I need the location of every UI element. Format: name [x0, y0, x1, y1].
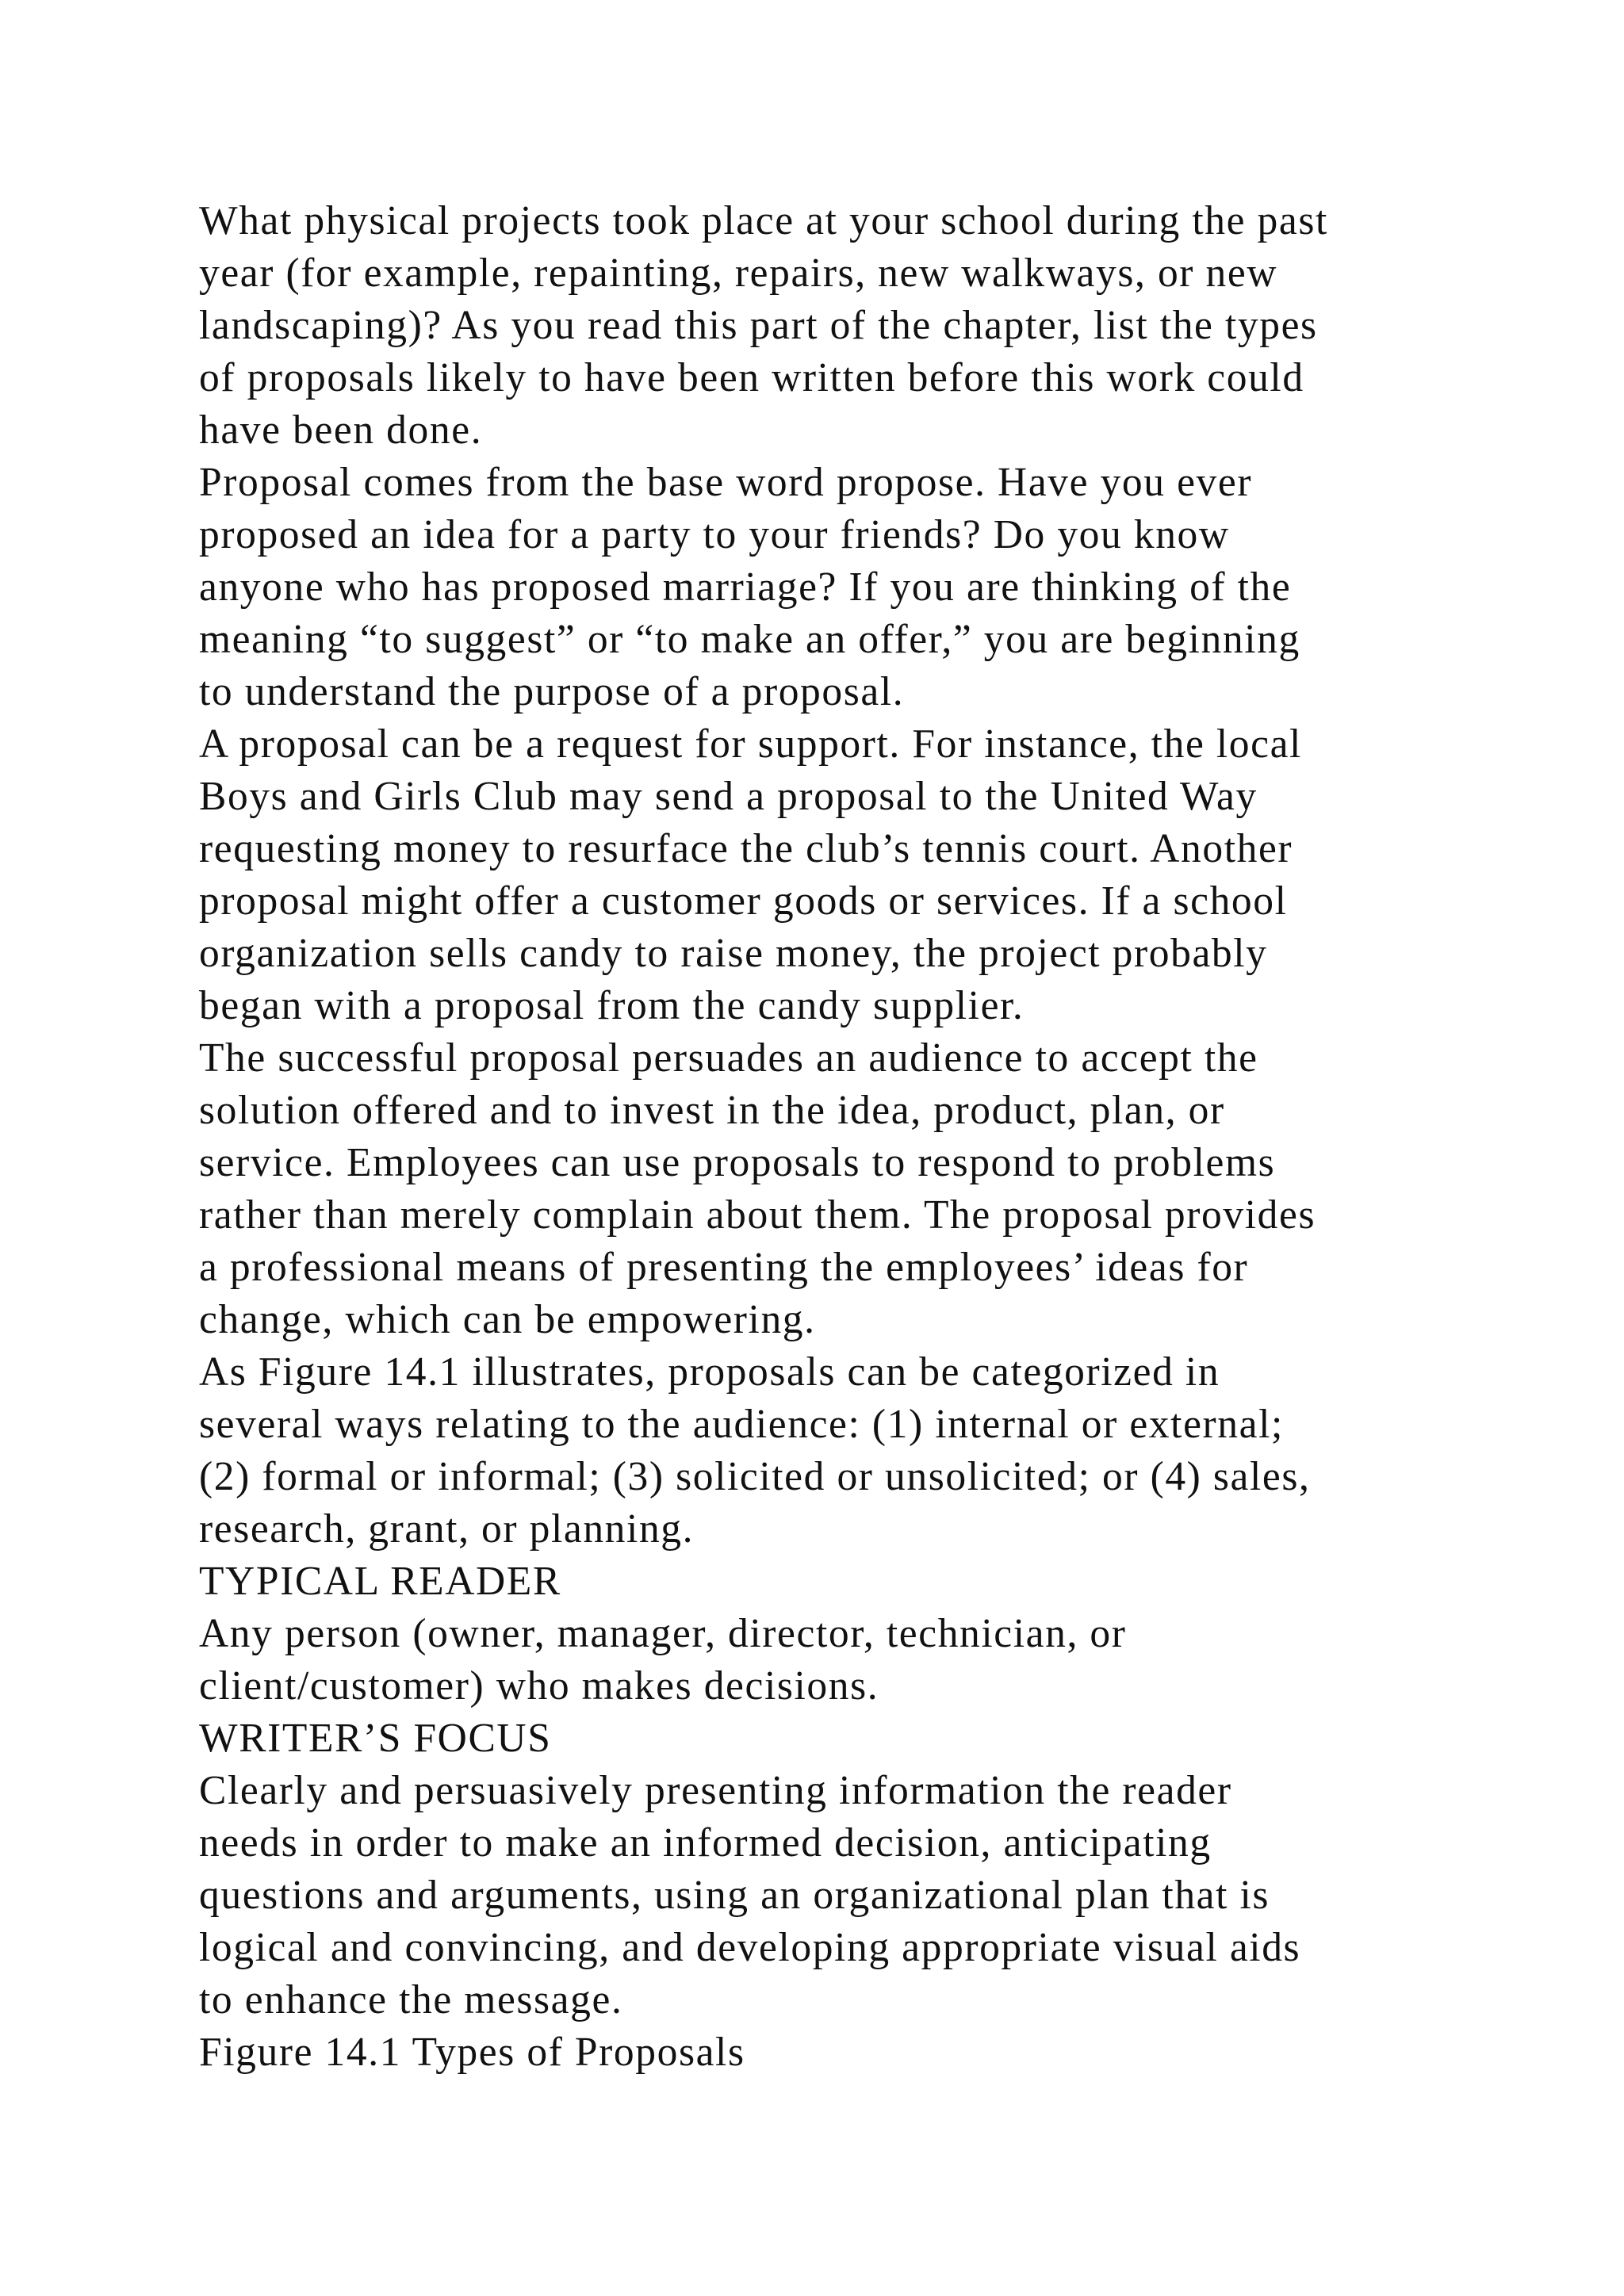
- text-line: to understand the purpose of a proposal.: [199, 669, 905, 714]
- text-line: service. Employees can use proposals to respond to problems: [199, 1140, 1276, 1185]
- text-line: What physical projects took place at your school during the past: [199, 198, 1328, 243]
- text-line: of proposals likely to have been written before this work could: [199, 355, 1304, 400]
- text-line: year (for example, repainting, repairs, new walkways, or new: [199, 251, 1278, 296]
- text-line: proposed an idea for a party to your friends? Do you know: [199, 512, 1230, 557]
- text-line: research, grant, or planning.: [199, 1506, 695, 1552]
- text-line: several ways relating to the audience: (1) internal or external;: [199, 1402, 1284, 1447]
- text-line: organization sells candy to raise money, the project probably: [199, 931, 1268, 976]
- text-line: began with a proposal from the candy supplier.: [199, 983, 1025, 1028]
- text-line: proposal might offer a customer goods or services. If a school: [199, 878, 1288, 924]
- text-line: questions and arguments, using an organizational plan that is: [199, 1873, 1270, 1918]
- text-line: A proposal can be a request for support. For instance, the local: [199, 721, 1302, 767]
- text-line: have been done.: [199, 408, 483, 453]
- text-line: requesting money to resurface the club’s tennis court. Another: [199, 826, 1293, 871]
- text-line: (2) formal or informal; (3) solicited or unsolicited; or (4) sales,: [199, 1454, 1311, 1499]
- text-line: to enhance the message.: [199, 1977, 623, 2022]
- text-line: meaning “to suggest” or “to make an offer,” you are beginning: [199, 617, 1300, 662]
- text-line: needs in order to make an informed decision, anticipating: [199, 1820, 1212, 1866]
- figure-caption: Figure 14.1 Types of Proposals: [199, 2030, 745, 2075]
- text-line: Boys and Girls Club may send a proposal to the United Way: [199, 774, 1258, 819]
- text-line: a professional means of presenting the employees’ ideas for: [199, 1245, 1249, 1290]
- text-line: anyone who has proposed marriage? If you are thinking of the: [199, 564, 1292, 610]
- section-heading: TYPICAL READER: [199, 1559, 561, 1604]
- text-line: Clearly and persuasively presenting information the reader: [199, 1768, 1232, 1813]
- text-line: Any person (owner, manager, director, technician, or: [199, 1611, 1127, 1656]
- text-line: logical and convincing, and developing appropriate visual aids: [199, 1925, 1301, 1970]
- text-line: landscaping)? As you read this part of the chapter, list the types: [199, 303, 1318, 348]
- text-line: client/customer) who makes decisions.: [199, 1663, 879, 1709]
- text-line: change, which can be empowering.: [199, 1297, 816, 1342]
- text-line: solution offered and to invest in the idea, product, plan, or: [199, 1088, 1225, 1133]
- document-page: [199, 195, 1452, 2079]
- text-line: rather than merely complain about them. The proposal provides: [199, 1192, 1316, 1238]
- text-line: As Figure 14.1 illustrates, proposals can be categorized in: [199, 1349, 1220, 1395]
- text-line: Proposal comes from the base word propose. Have you ever: [199, 460, 1253, 505]
- text-line: The successful proposal persuades an audience to accept the: [199, 1035, 1258, 1081]
- section-heading: WRITER’S FOCUS: [199, 1716, 552, 1761]
